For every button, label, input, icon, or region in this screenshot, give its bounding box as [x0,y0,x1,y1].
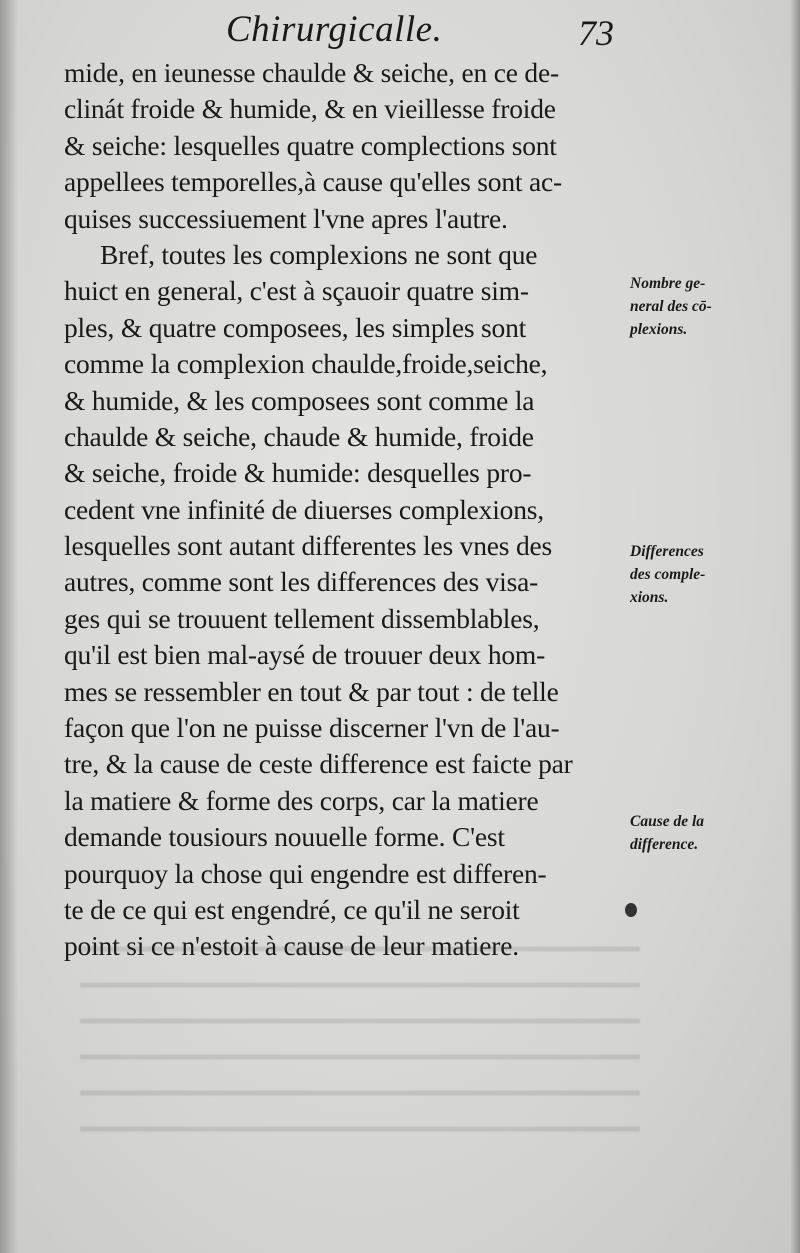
margin-note-line: Cause de la [630,813,705,830]
margin-note-line: Differences [630,543,704,560]
margin-note-line: xions. [630,589,669,606]
text-line: & humide, & les composees sont comme la [64,384,535,416]
margin-note-differences [630,540,760,609]
page-edge-shadow-left [0,0,18,1253]
text-line: lesquelles sont autant differentes les vnes des [64,530,553,562]
text-line: huict en general, c'est à sçauoir quatre sim- [64,275,529,307]
text-line: tre, & la cause de ceste difference est faicte par [64,748,573,780]
text-line: ples, & quatre composees, les simples sont [64,311,527,343]
text-line: & seiche: lesquelles quatre complections sont [64,129,557,161]
margin-note-cause [630,810,760,856]
text-line: cedent vne infinité de diuerses complexions, [64,493,544,525]
margin-note-line: des comple- [630,566,706,583]
text-line: pourquoy la chose qui engendre est differen- [64,857,547,889]
margin-note-line: plexions. [630,321,688,338]
text-line: chaulde & seiche, chaude & humide, froide [64,420,534,452]
text-line: la matiere & forme des corps, car la matiere [64,784,539,816]
text-line: point si ce n'estoit à cause de leur matiere. [64,930,519,962]
page-number: 73 [578,13,614,53]
text-line: ges qui se trouuent tellement dissemblables, [64,602,540,634]
running-title: Chirurgicalle. [226,9,443,50]
text-line: appellees temporelles,à cause qu'elles sont ac- [64,166,562,198]
text-line: te de ce qui est engendré, ce qu'il ne seroit [64,893,520,925]
paragraph-start-line: Bref, toutes les complexions ne sont que [100,238,538,270]
page-edge-shadow-right [790,0,800,1253]
ink-spot [625,903,637,917]
text-line: mes se ressembler en tout & par tout : de telle [64,675,559,707]
margin-note-line: difference. [630,836,699,853]
text-line: qu'il est bien mal-aysé de trouuer deux hom- [64,639,546,671]
text-line: & seiche, froide & humide: desquelles pro- [64,457,532,489]
text-line: demande tousiours nouuelle forme. C'est [64,821,505,853]
margin-note-line: neral des cō- [630,298,712,315]
text-line: façon que l'on ne puisse discerner l'vn de l'au- [64,712,560,744]
text-line: clinát froide & humide, & en vieillesse froide [64,93,556,125]
text-line: comme la complexion chaulde,froide,seiche, [64,348,548,380]
main-text-block [64,55,624,965]
show-through-text [80,930,640,1150]
margin-note-nombre [630,272,760,341]
margin-note-line: Nombre ge- [630,275,706,292]
text-line: quises successiuement l'vne apres l'autre. [64,202,508,234]
text-line: autres, comme sont les differences des visa- [64,566,539,598]
text-line: mide, en ieunesse chaulde & seiche, en ce de- [64,57,559,88]
